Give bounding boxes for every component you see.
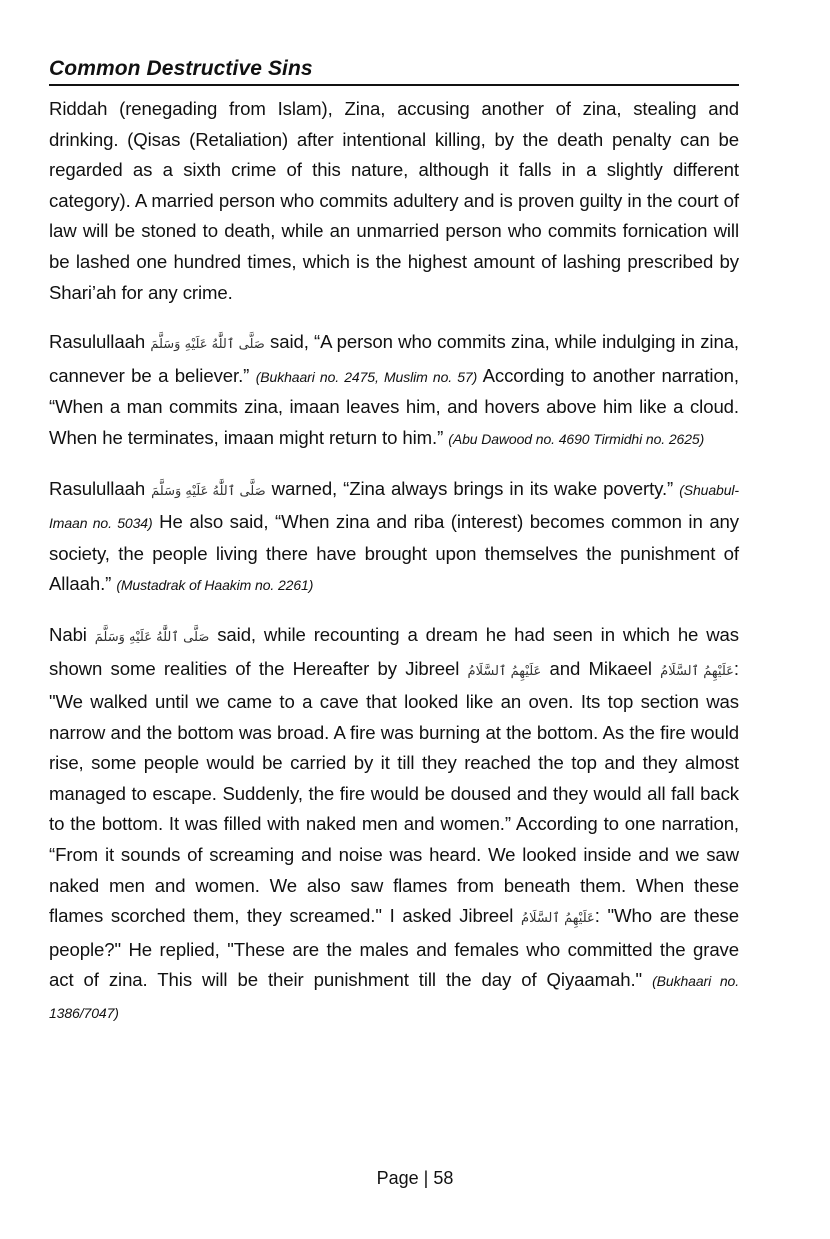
salutation-glyph-icon: عَلَيْهِمُ ٱلسَّلَامُ [467,663,542,679]
salutation-glyph-icon: عَلَيْهِمُ ٱلسَّلَامُ [660,663,734,679]
paragraph-hadith-2 [49,474,739,601]
citation: (Bukhaari no. 2475, Muslim no. 57) [255,368,478,385]
text-run: warned, “Zina always brings in its wake poverty.” [265,477,680,499]
document-page [49,56,739,1048]
salutation-glyph-icon: عَلَيْهِمُ ٱلسَّلَامُ [521,911,595,927]
citation: (Abu Dawood no. 4690 Tirmidhi no. 2625) [448,430,705,447]
chapter-header: Common Destructive Sins [49,56,739,86]
citation: (Shuabul-Imaan no. 5034) [49,481,739,532]
text-run: According to another narration, “When a man commits zina, imaan leaves him, and hovers above him like a cloud. When he terminates, imaan might return to him.” [49,364,739,448]
text-run: Rasulullaah [49,477,146,499]
paragraph-hadith-3 [49,620,739,1029]
paragraph-text: Riddah (renegading from Islam), Zina, accusing another of zina, stealing and drinking. (Qisas (Retaliation) after intentional killing, by the death penalty can be regarded as a sixth crime of this nature, although it falls in a slightly different category). A married person who commits adultery and is proven guilty in the court of law will be stoned to death, while an unmarried person who commits fornication will be lashed one hundred times, which is the highest amount of lashing prescribed by Shari’ah for any crime. [49,98,739,303]
text-run: and Mikaeel [541,657,661,679]
paragraph-hadith-1 [49,327,739,454]
page-number: Page | 58 [376,1168,454,1188]
salutation-glyph-icon: صَلَّى ٱللَّٰهُ عَلَيْهِ وَسَلَّمَ [94,629,210,645]
citation: (Bukhaari no. 1386/7047) [49,973,739,1022]
text-run: said, while recounting a dream he had seen in which he was shown some realities of the Hereafter by Jibreel [49,623,739,679]
text-run: : "Who are these people?" He replied, "These are the males and females who committed the grave act of zina. This will be their punishment till the day of Qiyaamah." [49,905,739,991]
text-run: : "We walked until we came to a cave that looked like an oven. Its top section was narrow and the bottom was broad. A fire was burning at the bottom. As the fire would rise, some people would be carried by it till they reached the top and they almost managed to escape. Suddenly, the fire would be doused and they would all fall back to the bottom. It was filled with naked men and women.” According to one narration, “From it sounds of screaming and noise was heard. We looked inside and we saw naked men and women. We also saw flames from beneath them. When these flames scorched them, they screamed." I asked Jibreel [49,657,739,927]
text-run: Nabi [49,623,87,645]
text-run: Rasulullaah [49,331,146,353]
salutation-glyph-icon: صَلَّى ٱللَّٰهُ عَلَيْهِ وَسَلَّمَ [150,337,265,353]
salutation-glyph-icon: صَلَّى ٱللَّٰهُ عَلَيْهِ وَسَلَّمَ [151,483,266,499]
citation: (Mustadrak of Haakim no. 2261) [116,577,314,594]
paragraph-intro [49,94,739,308]
text-run: said, “A person who commits zina, while indulging in zina, cannever be a believer.” [49,331,739,386]
text-run: He also said, “When zina and riba (interest) becomes common in any society, the people living there have brought upon themselves the punishment of Allaah.” [49,511,739,595]
